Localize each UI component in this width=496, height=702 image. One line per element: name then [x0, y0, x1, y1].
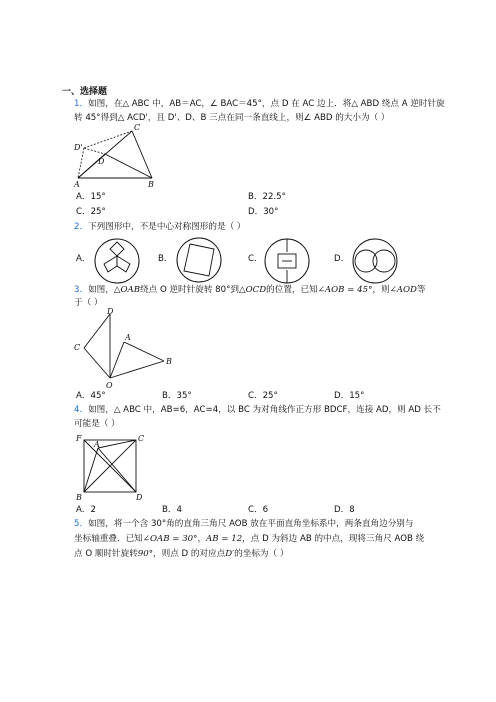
q5-text-3b: ，则点 D 的对应点: [153, 549, 226, 559]
q3-label-c: C: [74, 343, 81, 352]
q3-number: 3．: [74, 285, 89, 295]
q1-text-1: 如图，在△ ABC 中，AB＝AC，∠ BAC＝45°，点 D 在 AC 边上．将△ ABD 绕点 A 逆时针旋: [88, 99, 445, 109]
q2-line: [74, 221, 245, 233]
q3-option-a[interactable]: A．45°: [76, 391, 106, 401]
q3-label-a: A: [125, 333, 131, 342]
q3-line1: [74, 284, 426, 296]
q4-option-b[interactable]: B．4: [162, 505, 182, 515]
q3-option-b[interactable]: B．35°: [162, 391, 192, 401]
q4-number: 4．: [74, 405, 89, 415]
q1-label-dprime: D': [74, 143, 83, 152]
q3-label-d: D: [107, 307, 114, 316]
q1-label-a: A: [74, 180, 80, 189]
q5-text-1: 如图，将一个含 30°角的直角三角尺 AOB 放在平面直角坐标系中，两条直角边分别与: [88, 519, 414, 529]
q3-text-a: 如图，: [88, 285, 114, 295]
q4-label-f: F: [76, 434, 82, 443]
q4-option-a[interactable]: A．2: [76, 505, 96, 515]
q5-text-3a: 点 O 顺时针旋转: [74, 549, 138, 559]
q5-rotation-degree: 90°: [137, 549, 154, 559]
q1-label-d: D: [98, 157, 105, 166]
q3-text-e: 等: [416, 285, 426, 295]
q4-text-1: 如图，△ ABC 中，AB=6，AC=4，以 BC 为对角线作正方形 BDCF，连接 AD，则 AD 长不: [88, 405, 441, 415]
q2-option-a-label[interactable]: A．: [76, 254, 91, 264]
q3-label-b: B: [166, 357, 172, 366]
q5-text-3c: 的坐标为（ ）: [234, 549, 289, 559]
q1-option-a[interactable]: A．15°: [76, 192, 106, 202]
q2-text: 下列图形中，不是中心对称图形的是（ ）: [88, 222, 246, 232]
q2-figure-d[interactable]: [350, 236, 400, 286]
q5-number: 5．: [74, 519, 89, 529]
q1-line1: [74, 98, 445, 110]
q4-text-2: 可能是（ ）: [74, 419, 120, 429]
q1-label-c: C: [134, 123, 141, 132]
q5-line1: [74, 518, 413, 530]
q4-line1: [74, 404, 441, 416]
q3-text-d: ，则: [372, 285, 390, 295]
q3-figure: [72, 308, 182, 390]
q1-option-d[interactable]: D．30°: [248, 207, 279, 217]
q4-option-c[interactable]: C．6: [248, 505, 269, 515]
q1-number: 1．: [74, 99, 89, 109]
q2-figure-b[interactable]: [174, 235, 224, 285]
q2-figure-c[interactable]: [262, 236, 312, 286]
q3-given-angle: ∠AOB = 45°: [317, 285, 373, 295]
q4-label-a: A: [94, 440, 100, 449]
q5-point-dprime: D′: [225, 549, 235, 559]
q4-figure: [72, 432, 152, 504]
q1-option-b[interactable]: B．22.5°: [248, 192, 286, 202]
q5-angle-oab: ∠OAB = 30°: [142, 534, 198, 544]
q3-option-c[interactable]: C．25°: [248, 391, 278, 401]
q5-line3: [74, 548, 288, 560]
q5-text-2a: 坐标轴重叠．已知: [74, 534, 143, 544]
q2-number: 2．: [74, 222, 89, 232]
q1-text-2: 转 45°得到△ ACD'，且 D'、D、B 三点在同一条直线上，则∠ ABD 的大小为（ ）: [74, 113, 390, 123]
q1-figure: [72, 124, 162, 190]
q4-option-d[interactable]: D．8: [334, 505, 355, 515]
q4-label-b: B: [76, 493, 82, 502]
q4-label-d: D: [136, 493, 143, 502]
q4-label-c: C: [138, 434, 145, 443]
q1-option-c[interactable]: C．25°: [76, 207, 106, 217]
q5-line2: [74, 533, 424, 545]
q3-triangle-oab: △OAB: [113, 285, 141, 295]
q2-option-d-label[interactable]: D．: [334, 254, 350, 264]
q3-text-2: 于（ ）: [74, 298, 103, 308]
q3-option-d[interactable]: D．15°: [334, 391, 365, 401]
q3-asked-angle: ∠AOD: [389, 285, 417, 295]
q5-text-2c: ，点 D 为斜边 AB 的中点，现将三角尺 AOB 绕: [242, 534, 425, 544]
q3-label-o: O: [106, 381, 113, 390]
q3-text-b: 绕点 O 逆时针旋转 80°到: [140, 285, 239, 295]
q3-triangle-ocd: △OCD: [239, 285, 267, 295]
section-title: 一、选择题: [62, 87, 108, 97]
q2-option-c-label[interactable]: C．: [248, 254, 263, 264]
q5-text-2b: ，: [197, 534, 207, 544]
q2-option-b-label[interactable]: B．: [158, 254, 173, 264]
q2-figure-a[interactable]: [92, 236, 142, 286]
q3-text-c: 的位置，已知: [266, 285, 318, 295]
q1-label-b: B: [148, 180, 154, 189]
q5-length-ab: AB = 12: [206, 534, 243, 544]
